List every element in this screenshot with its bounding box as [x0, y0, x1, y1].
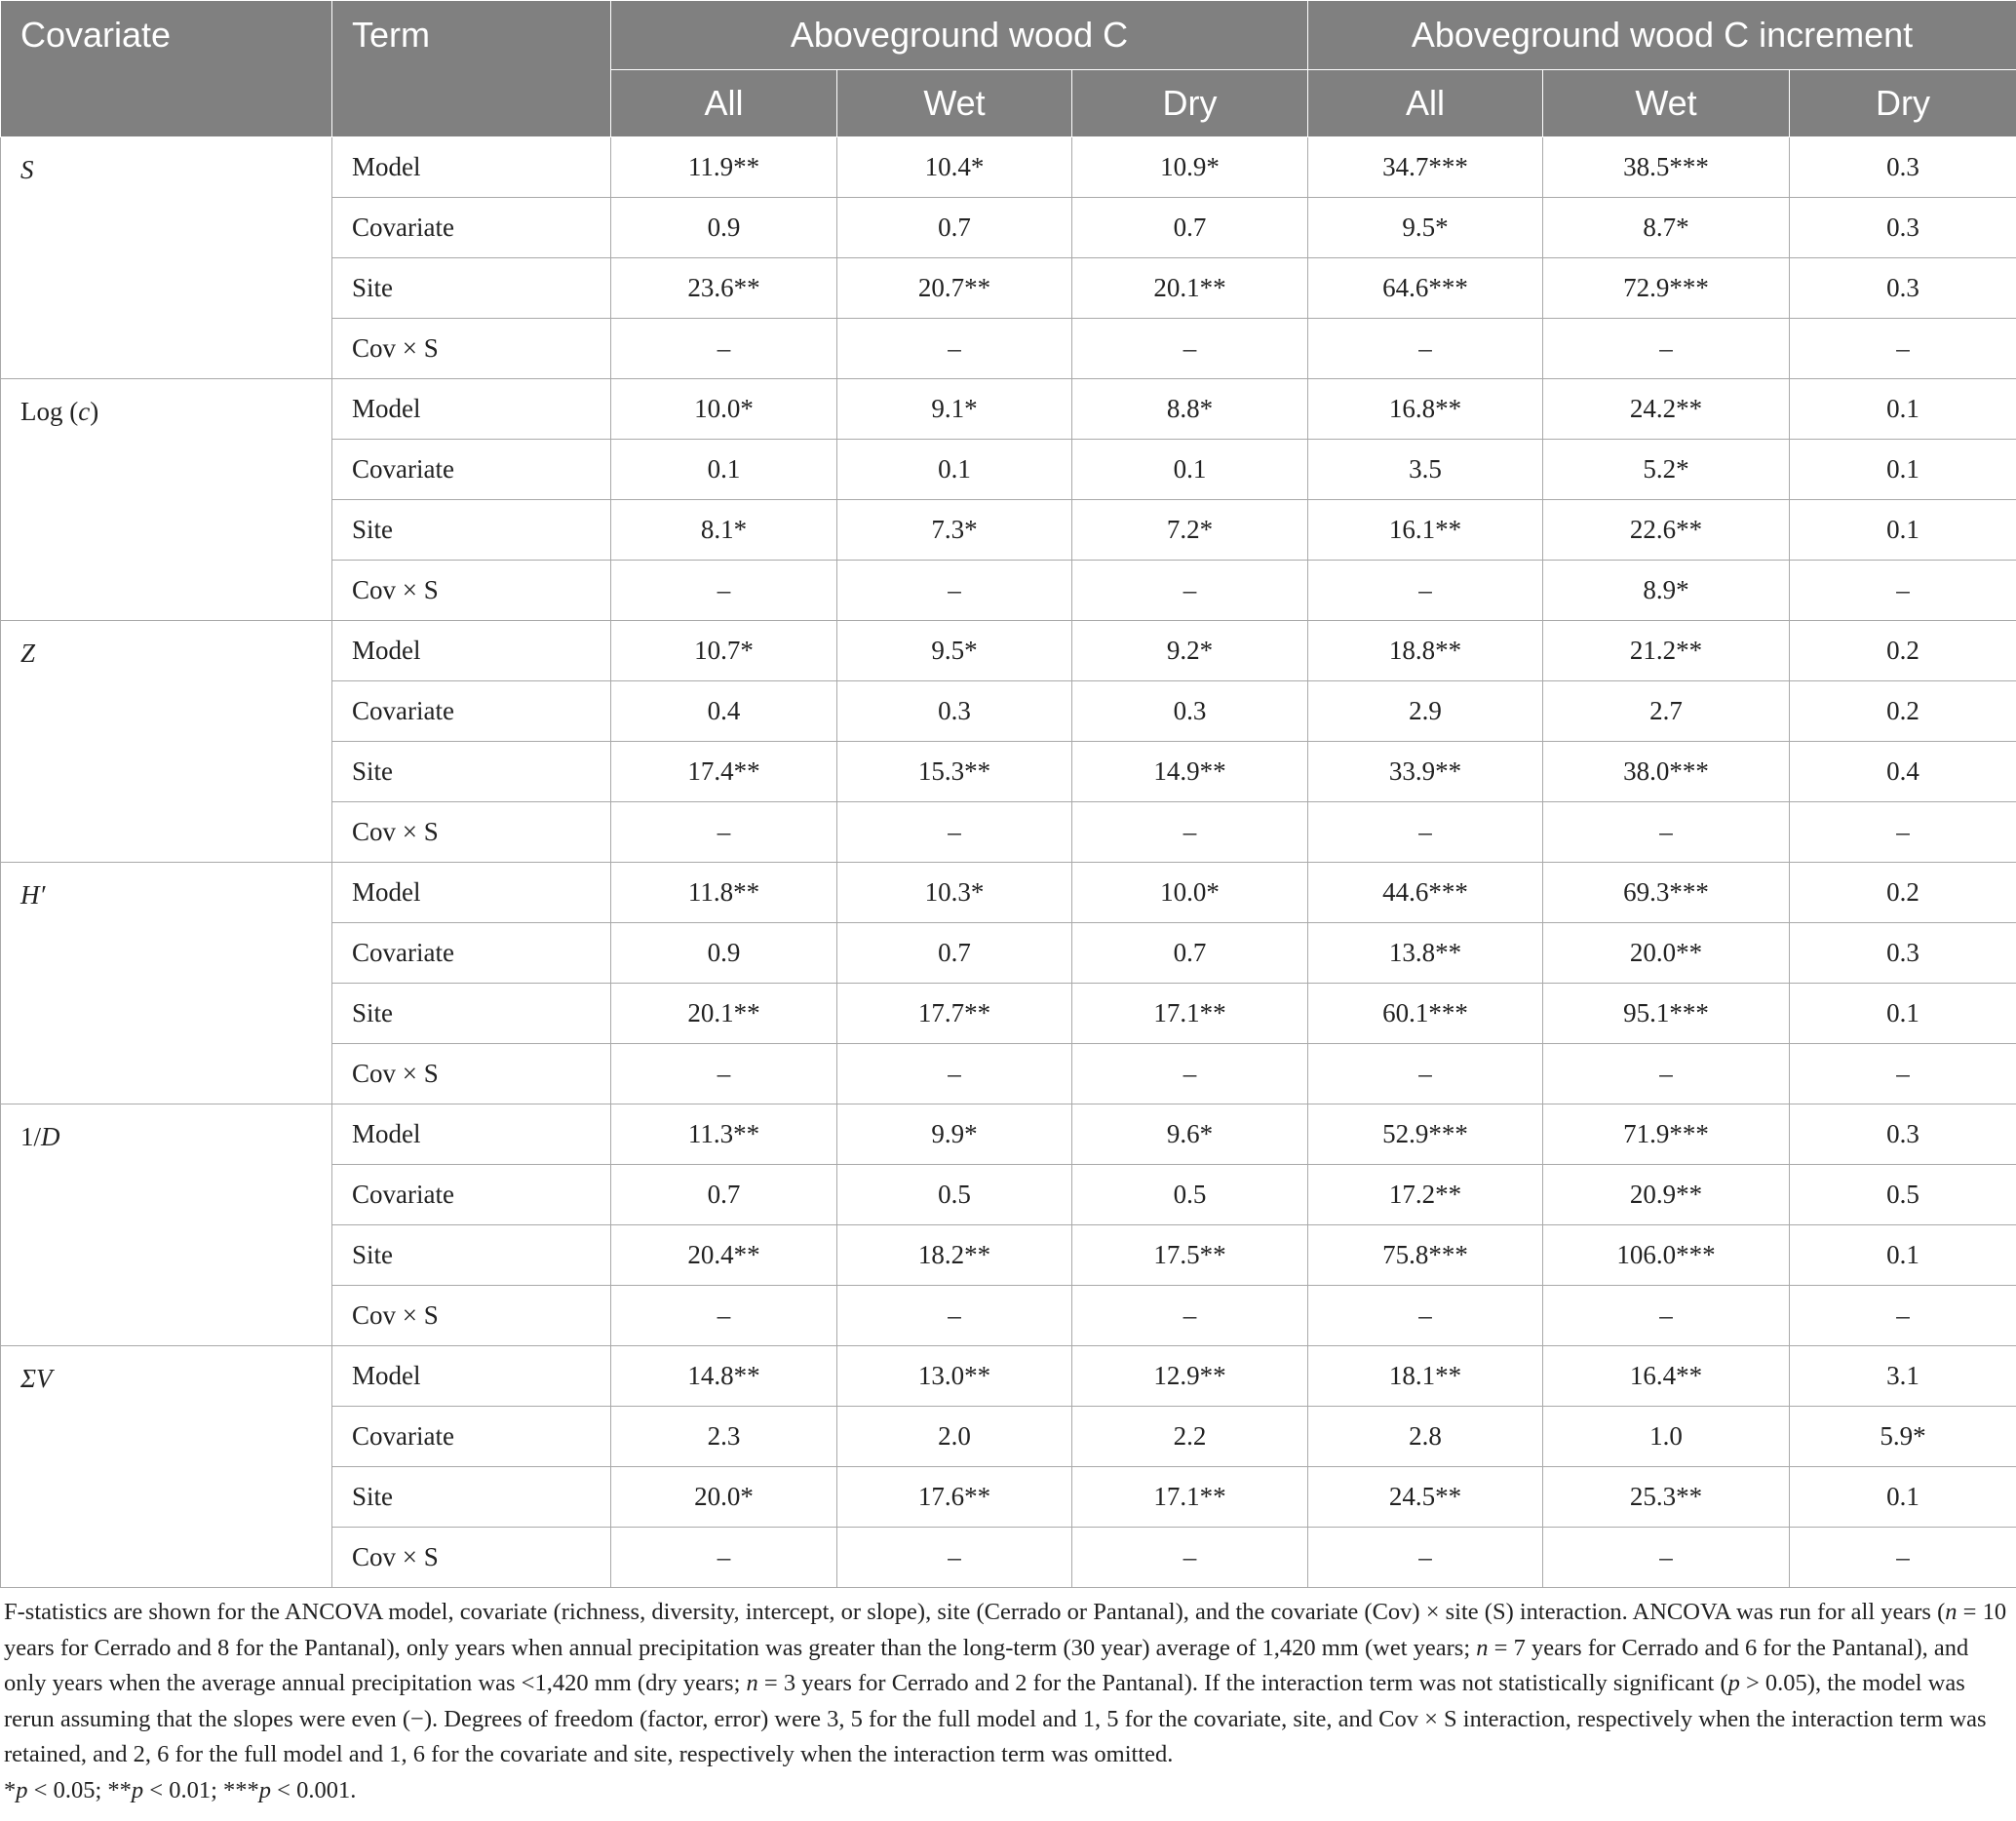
- value-cell: 44.6***: [1308, 863, 1543, 923]
- value-cell: –: [1308, 1044, 1543, 1104]
- header-covariate: Covariate: [1, 1, 332, 137]
- value-cell: –: [837, 561, 1072, 621]
- covariate-label-italic: D: [41, 1122, 60, 1151]
- header-sub-dry: Dry: [1072, 70, 1308, 137]
- covariate-label: Z: [1, 621, 332, 863]
- value-cell: 33.9**: [1308, 742, 1543, 802]
- value-cell: 16.1**: [1308, 500, 1543, 561]
- value-cell: 2.0: [837, 1407, 1072, 1467]
- value-cell: –: [1072, 319, 1308, 379]
- value-cell: 0.2: [1790, 681, 2016, 742]
- value-cell: 18.8**: [1308, 621, 1543, 681]
- value-cell: –: [1790, 1286, 2016, 1346]
- value-cell: –: [1072, 802, 1308, 863]
- term-cell: Site: [332, 1225, 611, 1286]
- value-cell: –: [1072, 1528, 1308, 1588]
- value-cell: 0.5: [1790, 1165, 2016, 1225]
- term-cell: Covariate: [332, 923, 611, 984]
- value-cell: 15.3**: [837, 742, 1072, 802]
- value-cell: 17.1**: [1072, 1467, 1308, 1528]
- value-cell: –: [611, 1286, 837, 1346]
- value-cell: 72.9***: [1543, 258, 1790, 319]
- significance-legend: *: [4, 1776, 17, 1803]
- value-cell: 0.3: [1790, 258, 2016, 319]
- term-cell: Covariate: [332, 1165, 611, 1225]
- value-cell: 106.0***: [1543, 1225, 1790, 1286]
- value-cell: 9.5*: [1308, 198, 1543, 258]
- value-cell: 34.7***: [1308, 137, 1543, 198]
- term-cell: Covariate: [332, 440, 611, 500]
- footnote-text: = 3 years for Cerrado and 2 for the Pantanal). If the interaction term was not statistically significant (: [757, 1670, 1728, 1696]
- term-cell: Cov × S: [332, 1044, 611, 1104]
- value-cell: –: [1790, 1528, 2016, 1588]
- value-cell: 38.5***: [1543, 137, 1790, 198]
- value-cell: 0.2: [1790, 863, 2016, 923]
- value-cell: –: [837, 319, 1072, 379]
- table-row: [1, 137, 2016, 198]
- value-cell: 0.1: [837, 440, 1072, 500]
- value-cell: –: [837, 802, 1072, 863]
- value-cell: 0.3: [1790, 198, 2016, 258]
- value-cell: 7.2*: [1072, 500, 1308, 561]
- value-cell: –: [1790, 319, 2016, 379]
- term-cell: Covariate: [332, 198, 611, 258]
- value-cell: 0.7: [611, 1165, 837, 1225]
- value-cell: 17.2**: [1308, 1165, 1543, 1225]
- value-cell: 23.6**: [611, 258, 837, 319]
- footnote-italic-n: n: [746, 1670, 758, 1696]
- covariate-label-suffix: ): [90, 397, 99, 426]
- value-cell: 10.3*: [837, 863, 1072, 923]
- value-cell: 17.7**: [837, 984, 1072, 1044]
- footnote-italic-p: p: [131, 1776, 144, 1803]
- value-cell: 8.9*: [1543, 561, 1790, 621]
- footnote-italic-p: p: [1727, 1670, 1740, 1696]
- footnote-italic-n: n: [1476, 1634, 1489, 1661]
- value-cell: 0.1: [1790, 500, 2016, 561]
- value-cell: 16.4**: [1543, 1346, 1790, 1407]
- covariate-label: [1, 379, 332, 621]
- value-cell: 2.2: [1072, 1407, 1308, 1467]
- value-cell: 20.4**: [611, 1225, 837, 1286]
- value-cell: –: [611, 319, 837, 379]
- term-cell: Model: [332, 1346, 611, 1407]
- table-footnote: [4, 1595, 2012, 1808]
- term-cell: Model: [332, 137, 611, 198]
- term-cell: Cov × S: [332, 319, 611, 379]
- value-cell: 0.3: [1790, 1104, 2016, 1165]
- value-cell: 13.0**: [837, 1346, 1072, 1407]
- value-cell: 9.1*: [837, 379, 1072, 440]
- covariate-label: [1, 1104, 332, 1346]
- value-cell: 0.1: [1072, 440, 1308, 500]
- value-cell: 14.8**: [611, 1346, 837, 1407]
- value-cell: –: [1308, 1286, 1543, 1346]
- value-cell: 7.3*: [837, 500, 1072, 561]
- value-cell: –: [1308, 561, 1543, 621]
- value-cell: 20.0**: [1543, 923, 1790, 984]
- value-cell: 0.1: [1790, 1225, 2016, 1286]
- header-aboveground-wood-c-increment: Aboveground wood C increment: [1308, 1, 2016, 70]
- value-cell: –: [1543, 802, 1790, 863]
- value-cell: –: [1308, 802, 1543, 863]
- header-sub-wet: Wet: [1543, 70, 1790, 137]
- value-cell: 0.7: [837, 198, 1072, 258]
- value-cell: 20.0*: [611, 1467, 837, 1528]
- covariate-label-prefix: Log (: [20, 397, 79, 426]
- value-cell: –: [1543, 319, 1790, 379]
- covariate-label: ΣV: [1, 1346, 332, 1588]
- value-cell: –: [1543, 1528, 1790, 1588]
- value-cell: 2.8: [1308, 1407, 1543, 1467]
- covariate-label: H′: [1, 863, 332, 1104]
- value-cell: –: [1072, 561, 1308, 621]
- value-cell: 0.3: [1072, 681, 1308, 742]
- table-row: [1, 863, 2016, 923]
- value-cell: –: [1543, 1044, 1790, 1104]
- value-cell: 1.0: [1543, 1407, 1790, 1467]
- value-cell: –: [1072, 1286, 1308, 1346]
- term-cell: Covariate: [332, 1407, 611, 1467]
- footnote-text: = 7 years for Cerrado and 6 for the Pantanal), and only years when the average annual precipitation was <1,420 mm (dry years;: [4, 1634, 1969, 1696]
- significance-legend: < 0.001.: [271, 1776, 357, 1803]
- covariate-label-italic: c: [78, 397, 91, 426]
- footnote-italic-p: p: [258, 1776, 271, 1803]
- covariate-label-prefix: 1/: [20, 1122, 42, 1151]
- value-cell: 9.6*: [1072, 1104, 1308, 1165]
- value-cell: 0.5: [837, 1165, 1072, 1225]
- value-cell: 2.7: [1543, 681, 1790, 742]
- term-cell: Site: [332, 258, 611, 319]
- value-cell: –: [611, 1044, 837, 1104]
- value-cell: –: [837, 1286, 1072, 1346]
- value-cell: 25.3**: [1543, 1467, 1790, 1528]
- term-cell: Site: [332, 984, 611, 1044]
- value-cell: 2.9: [1308, 681, 1543, 742]
- value-cell: 0.1: [611, 440, 837, 500]
- value-cell: 0.1: [1790, 984, 2016, 1044]
- value-cell: 24.2**: [1543, 379, 1790, 440]
- value-cell: 52.9***: [1308, 1104, 1543, 1165]
- term-cell: Cov × S: [332, 802, 611, 863]
- value-cell: 9.5*: [837, 621, 1072, 681]
- footnote-text: > 0.05), the model was rerun assuming that the slopes were even (−). Degrees of freedom (factor, error) were 3, 5 for the full model and 1, 5 for the covariate, site, and Cov × S interaction, respectively when the interaction term was retained, and 2, 6 for the full model and 1, 6 for the covariate and site, respectively when the interaction term was omitted.: [4, 1670, 1987, 1767]
- value-cell: 0.7: [1072, 198, 1308, 258]
- value-cell: 20.9**: [1543, 1165, 1790, 1225]
- value-cell: 17.5**: [1072, 1225, 1308, 1286]
- value-cell: 18.2**: [837, 1225, 1072, 1286]
- value-cell: 0.7: [1072, 923, 1308, 984]
- value-cell: 64.6***: [1308, 258, 1543, 319]
- value-cell: 14.9**: [1072, 742, 1308, 802]
- value-cell: 21.2**: [1543, 621, 1790, 681]
- value-cell: 11.3**: [611, 1104, 837, 1165]
- value-cell: 24.5**: [1308, 1467, 1543, 1528]
- value-cell: –: [611, 1528, 837, 1588]
- covariate-label: S: [1, 137, 332, 379]
- value-cell: 0.4: [1790, 742, 2016, 802]
- value-cell: 0.7: [837, 923, 1072, 984]
- value-cell: –: [1072, 1044, 1308, 1104]
- term-cell: Model: [332, 863, 611, 923]
- value-cell: 0.2: [1790, 621, 2016, 681]
- value-cell: 20.1**: [611, 984, 837, 1044]
- value-cell: 17.4**: [611, 742, 837, 802]
- value-cell: 0.9: [611, 198, 837, 258]
- value-cell: 20.1**: [1072, 258, 1308, 319]
- value-cell: 60.1***: [1308, 984, 1543, 1044]
- term-cell: Cov × S: [332, 1528, 611, 1588]
- value-cell: 0.5: [1072, 1165, 1308, 1225]
- value-cell: –: [1790, 802, 2016, 863]
- header-sub-wet: Wet: [837, 70, 1072, 137]
- value-cell: 0.1: [1790, 440, 2016, 500]
- value-cell: 10.0*: [611, 379, 837, 440]
- value-cell: –: [1790, 561, 2016, 621]
- term-cell: Cov × S: [332, 561, 611, 621]
- table-row: [1, 379, 2016, 440]
- value-cell: 11.8**: [611, 863, 837, 923]
- value-cell: 10.7*: [611, 621, 837, 681]
- value-cell: 0.4: [611, 681, 837, 742]
- header-sub-dry: Dry: [1790, 70, 2016, 137]
- value-cell: 0.9: [611, 923, 837, 984]
- value-cell: 10.4*: [837, 137, 1072, 198]
- value-cell: 17.6**: [837, 1467, 1072, 1528]
- term-cell: Covariate: [332, 681, 611, 742]
- table-row: [1, 1104, 2016, 1165]
- value-cell: 75.8***: [1308, 1225, 1543, 1286]
- value-cell: 16.8**: [1308, 379, 1543, 440]
- value-cell: 5.2*: [1543, 440, 1790, 500]
- term-cell: Site: [332, 742, 611, 802]
- value-cell: –: [611, 561, 837, 621]
- value-cell: 17.1**: [1072, 984, 1308, 1044]
- value-cell: 9.9*: [837, 1104, 1072, 1165]
- term-cell: Model: [332, 621, 611, 681]
- value-cell: 38.0***: [1543, 742, 1790, 802]
- footnote-italic-p: p: [16, 1776, 28, 1803]
- value-cell: –: [1308, 319, 1543, 379]
- value-cell: 9.2*: [1072, 621, 1308, 681]
- value-cell: 18.1**: [1308, 1346, 1543, 1407]
- term-cell: Site: [332, 1467, 611, 1528]
- value-cell: 8.8*: [1072, 379, 1308, 440]
- value-cell: –: [1790, 1044, 2016, 1104]
- value-cell: 69.3***: [1543, 863, 1790, 923]
- value-cell: 0.1: [1790, 379, 2016, 440]
- value-cell: 0.3: [1790, 137, 2016, 198]
- significance-legend: < 0.05; **: [27, 1776, 132, 1803]
- significance-legend: < 0.01; ***: [143, 1776, 259, 1803]
- value-cell: –: [1308, 1528, 1543, 1588]
- term-cell: Model: [332, 1104, 611, 1165]
- value-cell: –: [1543, 1286, 1790, 1346]
- value-cell: 3.1: [1790, 1346, 2016, 1407]
- value-cell: 20.7**: [837, 258, 1072, 319]
- value-cell: –: [837, 1528, 1072, 1588]
- value-cell: 22.6**: [1543, 500, 1790, 561]
- value-cell: 0.3: [837, 681, 1072, 742]
- value-cell: 8.7*: [1543, 198, 1790, 258]
- value-cell: 95.1***: [1543, 984, 1790, 1044]
- header-sub-all: All: [611, 70, 837, 137]
- value-cell: 3.5: [1308, 440, 1543, 500]
- value-cell: 0.3: [1790, 923, 2016, 984]
- footnote-italic-n: n: [1945, 1599, 1958, 1625]
- value-cell: –: [837, 1044, 1072, 1104]
- header-term: Term: [332, 1, 611, 137]
- term-cell: Site: [332, 500, 611, 561]
- value-cell: 12.9**: [1072, 1346, 1308, 1407]
- value-cell: 71.9***: [1543, 1104, 1790, 1165]
- header-aboveground-wood-c: Aboveground wood C: [611, 1, 1308, 70]
- value-cell: 10.0*: [1072, 863, 1308, 923]
- table-row: [1, 621, 2016, 681]
- value-cell: 10.9*: [1072, 137, 1308, 198]
- header-sub-all: All: [1308, 70, 1543, 137]
- term-cell: Model: [332, 379, 611, 440]
- value-cell: 2.3: [611, 1407, 837, 1467]
- value-cell: 13.8**: [1308, 923, 1543, 984]
- value-cell: 5.9*: [1790, 1407, 2016, 1467]
- value-cell: –: [611, 802, 837, 863]
- header-row-groups: [1, 1, 2016, 70]
- value-cell: 11.9**: [611, 137, 837, 198]
- value-cell: 0.1: [1790, 1467, 2016, 1528]
- term-cell: Cov × S: [332, 1286, 611, 1346]
- value-cell: 8.1*: [611, 500, 837, 561]
- footnote-text: F-statistics are shown for the ANCOVA model, covariate (richness, diversity, intercept, or slope), site (Cerrado or Pantanal), and the covariate (Cov) × site (S) interaction. ANCOVA was run for all years (: [4, 1599, 1946, 1625]
- footnote-text: = 10 years for Cerrado and 8 for the Pantanal), only years when annual precipitation was greater than the long-term (30 year) average of 1,420 mm (wet years;: [4, 1599, 2007, 1661]
- table-row: [1, 1346, 2016, 1407]
